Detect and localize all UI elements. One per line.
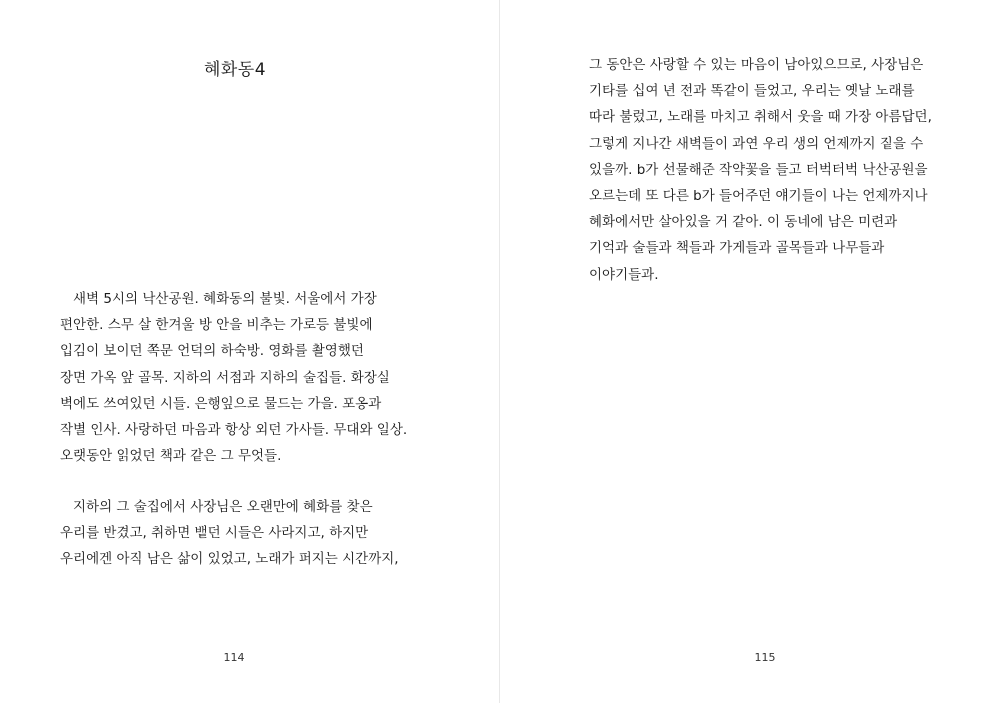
text-line: 이야기들과. [589, 266, 659, 283]
text-line: 작별 인사. 사랑하던 마음과 항상 외던 가사들. 무대와 일상. [60, 421, 408, 438]
text-line: 새벽 5시의 낙산공원. 혜화동의 불빛. 서울에서 가장 [73, 291, 377, 307]
text-line: 그렇게 지나간 새벽들이 과연 우리 생의 언제까지 짙을 수 [589, 135, 924, 152]
text-line: 그 동안은 사랑할 수 있는 마음이 남아있으므로, 사장님은 [589, 57, 924, 73]
text-line: 오르는데 또 다른 b가 들어주던 얘기들이 나는 언제까지나 [589, 187, 928, 204]
page-number: 114 [223, 651, 245, 664]
paragraph-3 [589, 52, 932, 288]
text-line: 있을까. b가 선물해준 작약꽃을 들고 터벅터벅 낙산공원을 [589, 161, 928, 178]
page-number: 115 [754, 651, 776, 664]
text-line: 입김이 보이던 쪽문 언덕의 하숙방. 영화를 촬영했던 [60, 343, 364, 360]
text-line: 기타를 십여 년 전과 똑같이 들었고, 우리는 옛날 노래를 [589, 83, 915, 100]
text-line: 편안한. 스무 살 한겨울 방 안을 비추는 가로등 불빛에 [60, 317, 373, 334]
page-title: 혜화동4 [203, 60, 267, 80]
text-line: 혜화에서만 살아있을 거 같아. 이 동네에 남은 미련과 [589, 214, 898, 231]
text-line: 장면 가옥 앞 골목. 지하의 서점과 지하의 술집들. 화장실 [60, 369, 390, 386]
text-line: 지하의 그 술집에서 사장님은 오랜만에 혜화를 찾은 [73, 499, 373, 515]
text-line: 오랫동안 읽었던 책과 같은 그 무엇들. [60, 448, 282, 465]
paragraph-1 [60, 286, 407, 469]
text-line: 벽에도 쓰여있던 시들. 은행잎으로 물드는 가을. 포옹과 [60, 395, 382, 412]
text-line: 우리를 반겼고, 취하면 뱉던 시들은 사라지고, 하지만 [60, 525, 369, 542]
right-page [500, 0, 1000, 703]
paragraph-2 [60, 494, 399, 573]
text-line: 우리에겐 아직 남은 삶이 있었고, 노래가 퍼지는 시간까지, [60, 551, 399, 568]
text-line: 기억과 술들과 책들과 가게들과 골목들과 나무들과 [589, 240, 885, 257]
text-line: 따라 불렀고, 노래를 마치고 취해서 웃을 때 가장 아름답던, [589, 109, 932, 126]
